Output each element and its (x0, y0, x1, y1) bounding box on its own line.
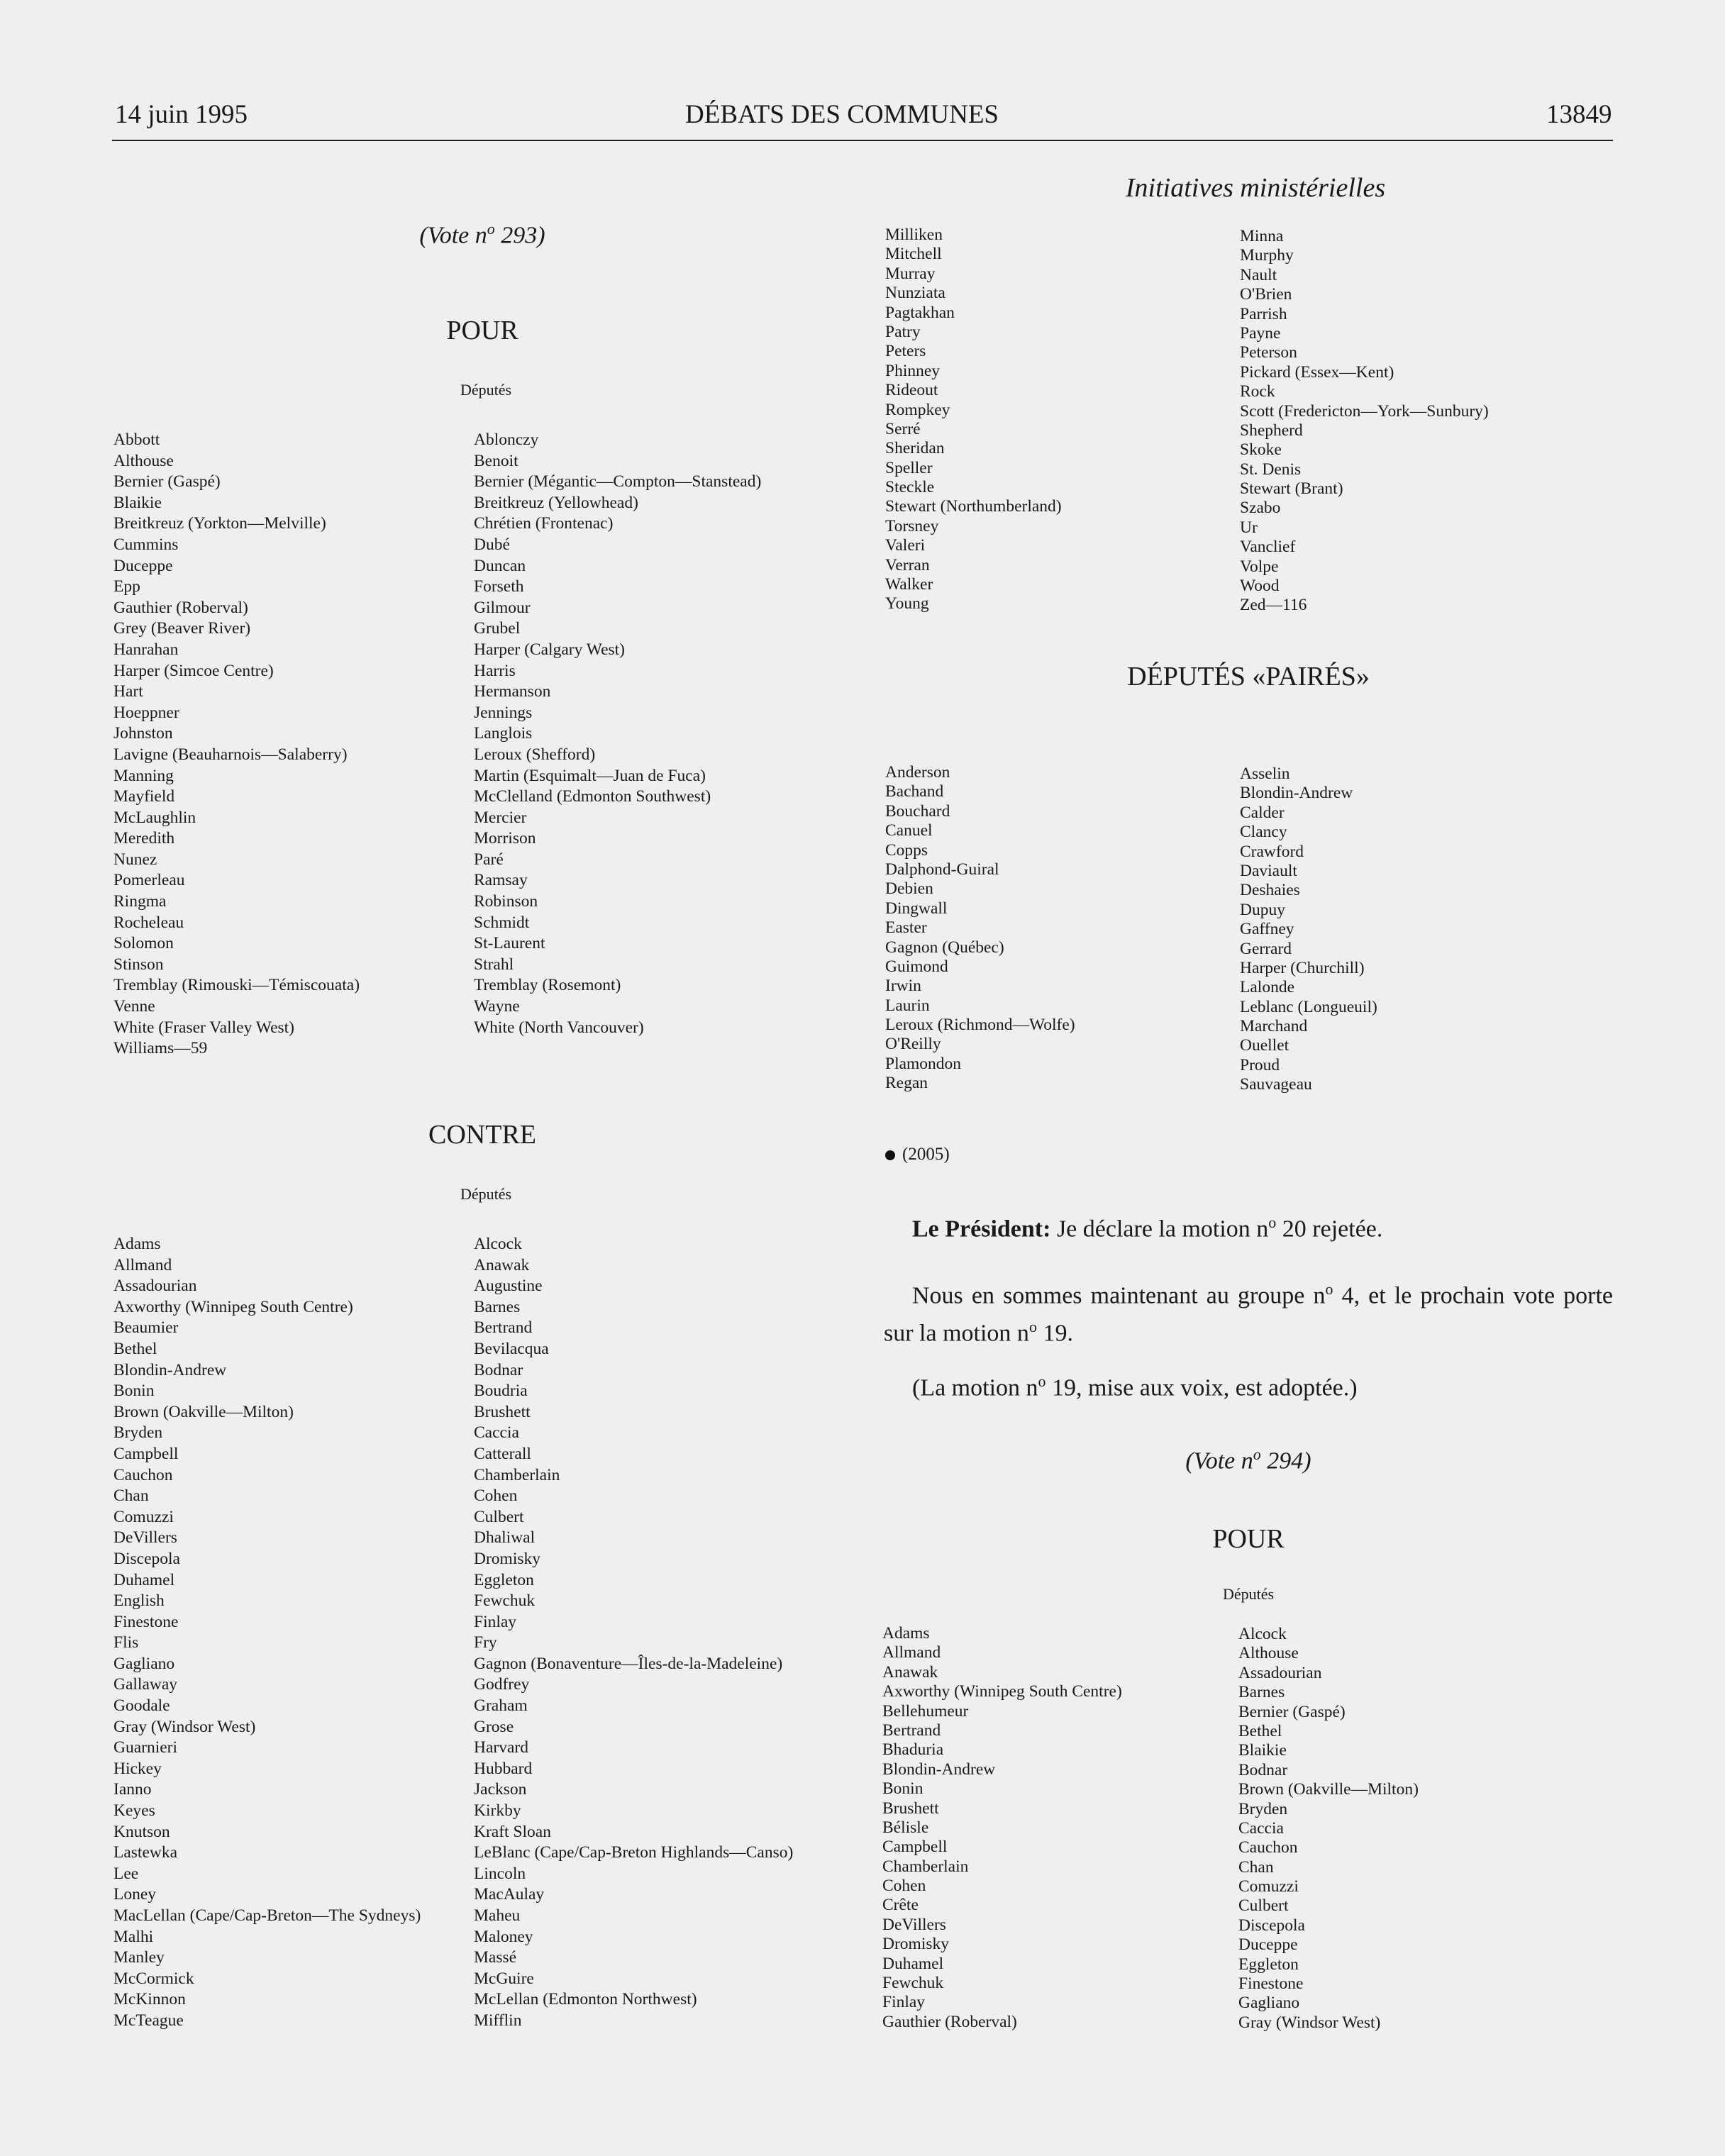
member-name: Malhi (113, 1927, 154, 1946)
member-name: Easter (885, 918, 927, 938)
member-name: Stinson (113, 955, 164, 974)
member-name: Breitkreuz (Yellowhead) (474, 493, 638, 512)
member-name: Keyes (113, 1801, 155, 1821)
member-name: Bhaduria (882, 1740, 944, 1760)
member-name: Culbert (1238, 1896, 1289, 1916)
pour-294-col2 (1238, 1625, 1419, 2033)
member-name: Gauthier (Roberval) (113, 598, 248, 617)
member-name: Augustine (474, 1277, 543, 1296)
member-name: Blaikie (1238, 1741, 1287, 1760)
member-name: DeVillers (882, 1915, 946, 1934)
member-name: Duceppe (1238, 1935, 1298, 1955)
member-name: Calder (1240, 803, 1285, 822)
member-name: MacAulay (474, 1885, 545, 1904)
member-name: Williams—59 (113, 1039, 208, 1058)
member-name: Brown (Oakville—Milton) (113, 1402, 294, 1421)
member-name: Valeri (885, 536, 926, 555)
member-name: Ringma (113, 892, 167, 911)
member-name: Dromisky (474, 1549, 540, 1568)
member-name: Bertrand (882, 1721, 941, 1740)
member-name: Eggleton (474, 1570, 534, 1589)
member-name: Lavigne (Beauharnois—Salaberry) (113, 745, 348, 764)
member-name: McLellan (Edmonton Northwest) (474, 1990, 697, 2009)
member-name: Godfrey (474, 1675, 530, 1694)
member-name: Mifflin (474, 2011, 522, 2030)
member-name: Duhamel (882, 1954, 944, 1973)
member-name: Gerrard (1240, 939, 1292, 958)
bullet-icon (885, 1150, 895, 1160)
member-name: Discepola (1238, 1916, 1305, 1935)
member-name: Grubel (474, 619, 521, 638)
member-name: Bernier (Gaspé) (1238, 1702, 1346, 1721)
header-rule (112, 140, 1613, 141)
member-name: Blondin-Andrew (113, 1360, 227, 1379)
member-name: Finlay (474, 1612, 517, 1631)
member-name: Harvard (474, 1738, 528, 1757)
member-name: Chan (1238, 1857, 1274, 1877)
member-name: Hermanson (474, 682, 551, 701)
member-name: Patry (885, 322, 921, 341)
member-name: Eggleton (1238, 1955, 1299, 1974)
member-name: Bodnar (474, 1360, 523, 1379)
contre-col2 (474, 1234, 793, 2032)
member-name: Brown (Oakville—Milton) (1238, 1780, 1419, 1799)
member-name: Dalphond-Guiral (885, 860, 999, 879)
member-name: Comuzzi (1238, 1877, 1299, 1896)
member-name: Leroux (Shefford) (474, 745, 596, 764)
member-name: Verran (885, 555, 930, 574)
member-name: Finlay (882, 1993, 926, 2012)
member-name: Duhamel (113, 1570, 175, 1589)
pour-subheading-293: Députés (460, 381, 512, 399)
member-name: Bethel (113, 1339, 157, 1358)
member-name: St. Denis (1240, 460, 1302, 479)
member-name: Debien (885, 879, 933, 899)
member-name: Manley (113, 1948, 165, 1967)
member-name: Peterson (1240, 343, 1297, 362)
member-name: Gagliano (1238, 1994, 1300, 2013)
member-name: Chamberlain (882, 1857, 969, 1876)
member-name: Bryden (113, 1423, 163, 1443)
member-name: Anderson (885, 763, 950, 782)
member-name: Duceppe (113, 556, 173, 575)
member-name: Shepherd (1240, 421, 1303, 440)
member-name: Dupuy (1240, 900, 1285, 919)
member-name: Ianno (113, 1780, 152, 1799)
member-name: Gilmour (474, 598, 531, 617)
member-name: Gagliano (113, 1654, 175, 1673)
member-name: Alcock (1238, 1625, 1287, 1643)
member-name: Alcock (474, 1235, 522, 1253)
member-name: Graham (474, 1696, 528, 1716)
member-name: Kraft Sloan (474, 1822, 551, 1841)
member-name: Beaumier (113, 1318, 179, 1338)
member-name: Gagnon (Québec) (885, 938, 1004, 957)
member-name: Cauchon (113, 1465, 173, 1484)
member-name: LeBlanc (Cape/Cap-Breton Highlands—Canso) (474, 1843, 794, 1862)
member-name: Harper (Churchill) (1240, 958, 1365, 977)
running-section-title: Initiatives ministérielles (1125, 173, 1386, 203)
contre-heading: CONTRE (428, 1120, 536, 1150)
member-name: Proud (1240, 1055, 1280, 1074)
member-name: Brushett (882, 1799, 939, 1818)
pour-294-col1 (882, 1624, 1122, 2032)
member-name: Cohen (882, 1877, 926, 1896)
member-name: Catterall (474, 1444, 531, 1463)
member-name: Hickey (113, 1759, 162, 1778)
contre-col1 (113, 1234, 421, 2032)
member-name: Wood (1240, 577, 1280, 596)
member-name: Gagnon (Bonaventure—Îles-de-la-Madeleine) (474, 1654, 783, 1673)
member-name: Chrétien (Frontenac) (474, 514, 614, 533)
member-name: Irwin (885, 977, 921, 996)
member-name: Steckle (885, 478, 935, 497)
member-name: Lee (113, 1864, 139, 1883)
member-name: Stewart (Brant) (1240, 479, 1343, 499)
member-name: Minna (1240, 227, 1284, 245)
member-name: Discepola (113, 1549, 180, 1568)
member-name: Harris (474, 661, 516, 680)
member-name: Gaffney (1240, 920, 1294, 939)
member-name: Ouellet (1240, 1036, 1289, 1055)
member-name: Massé (474, 1948, 517, 1967)
member-name: Fry (474, 1633, 497, 1652)
member-name: Blondin-Andrew (1240, 784, 1353, 803)
member-name: Meredith (113, 829, 175, 848)
member-name: Dhaliwal (474, 1528, 536, 1547)
member-name: McTeague (113, 2011, 184, 2030)
member-name: McCormick (113, 1969, 194, 1988)
member-name: Blaikie (113, 493, 162, 512)
member-name: Sauvageau (1240, 1075, 1312, 1094)
member-name: Peters (885, 342, 926, 361)
member-name: Scott (Fredericton—York—Sunbury) (1240, 401, 1489, 421)
header-date: 14 juin 1995 (115, 100, 248, 129)
member-name: Murray (885, 264, 936, 283)
member-name: Jackson (474, 1780, 527, 1799)
member-name: Bertrand (474, 1318, 533, 1338)
member-name: Vanclief (1240, 538, 1296, 557)
member-name: Boudria (474, 1382, 528, 1401)
member-name: Culbert (474, 1507, 524, 1526)
member-name: Finestone (113, 1612, 179, 1631)
member-name: Rompkey (885, 400, 950, 419)
member-name: Bevilacqua (474, 1339, 549, 1358)
member-name: Goodale (113, 1696, 170, 1716)
member-name: Ur (1240, 518, 1258, 537)
member-name: Loney (113, 1885, 157, 1904)
member-name: Dingwall (885, 899, 948, 918)
contre-col4 (1240, 227, 1489, 616)
member-name: Wayne (474, 997, 520, 1016)
paires-col1 (885, 763, 1075, 1094)
member-name: DeVillers (113, 1528, 177, 1547)
pour-heading-293: POUR (446, 316, 518, 345)
member-name: Plamondon (885, 1054, 962, 1073)
header-page-number: 13849 (1546, 100, 1612, 129)
member-name: Maheu (474, 1906, 521, 1925)
member-name: Abbott (113, 430, 160, 449)
member-name: Milliken (885, 226, 943, 244)
member-name: Manning (113, 766, 174, 785)
member-name: Morrison (474, 829, 536, 848)
member-name: Rideout (885, 381, 938, 400)
member-name: Gallaway (113, 1675, 178, 1694)
member-name: Knutson (113, 1822, 170, 1841)
group-announcement: Nous en sommes maintenant au groupe $n^o$ 4, et le prochain vote porte sur la motion $n^o$ 19. (884, 1280, 1613, 1347)
member-name: Axworthy (Winnipeg South Centre) (882, 1682, 1122, 1701)
member-name: Guimond (885, 957, 948, 976)
pour-293-col1 (113, 430, 360, 1060)
member-name: Dubé (474, 535, 510, 554)
vote-294-label: (Vote $n^o$ 294) (1185, 1445, 1311, 1474)
member-name: Cohen (474, 1487, 518, 1506)
member-name: Asselin (1240, 765, 1290, 783)
member-name: Comuzzi (113, 1507, 174, 1526)
member-name: Pomerleau (113, 871, 185, 890)
member-name: Gauthier (Roberval) (882, 2012, 1017, 2031)
member-name: Caccia (1238, 1818, 1284, 1838)
timestamp: (2005) (885, 1145, 950, 1165)
member-name: McKinnon (113, 1990, 186, 2009)
member-name: Breitkreuz (Yorkton—Melville) (113, 514, 326, 533)
member-name: Althouse (1238, 1644, 1299, 1663)
member-name: Bernier (Mégantic—Compton—Stanstead) (474, 472, 762, 491)
member-name: Adams (882, 1624, 930, 1643)
member-name: Allmand (113, 1255, 172, 1274)
member-name: Martin (Esquimalt—Juan de Fuca) (474, 766, 706, 785)
member-name: Murphy (1240, 246, 1294, 265)
member-name: Crête (882, 1896, 919, 1915)
member-name: Harper (Calgary West) (474, 640, 626, 659)
vote-293-label: (Vote $n^o$ 293) (419, 220, 545, 249)
member-name: Nault (1240, 265, 1277, 284)
member-name: Bélisle (882, 1818, 929, 1837)
member-name: Speller (885, 458, 933, 477)
member-name: Laurin (885, 996, 930, 1015)
member-name: Assadourian (113, 1277, 197, 1296)
contre-subheading: Députés (460, 1185, 512, 1203)
member-name: Daviault (1240, 861, 1297, 880)
president-statement: Le Président: Je déclare la motion $n^o$ 20 rejetée. (912, 1213, 1383, 1243)
member-name: Tremblay (Rimouski—Témiscouata) (113, 976, 360, 995)
member-name: Jennings (474, 703, 533, 722)
member-name: Flis (113, 1633, 139, 1652)
member-name: Hart (113, 682, 143, 701)
member-name: Mercier (474, 808, 527, 827)
member-name: Bethel (1238, 1721, 1282, 1740)
member-name: Marchand (1240, 1017, 1308, 1036)
member-name: Hanrahan (113, 640, 179, 659)
member-name: Grey (Beaver River) (113, 619, 251, 638)
member-name: Lincoln (474, 1864, 526, 1883)
member-name: Campbell (882, 1838, 948, 1857)
member-name: Walker (885, 575, 933, 594)
member-name: Bouchard (885, 801, 950, 821)
member-name: Nunez (113, 850, 157, 869)
member-name: Adams (113, 1235, 161, 1253)
member-name: O'Brien (1240, 285, 1292, 304)
member-name: Leblanc (Longueuil) (1240, 997, 1377, 1016)
pour-293-col2 (474, 430, 761, 1038)
member-name: Chamberlain (474, 1465, 560, 1484)
member-name: Anawak (882, 1662, 938, 1682)
member-name: MacLellan (Cape/Cap-Breton—The Sydneys) (113, 1906, 421, 1925)
member-name: Kirkby (474, 1801, 521, 1821)
member-name: Volpe (1240, 557, 1279, 576)
member-name: Harper (Simcoe Centre) (113, 661, 274, 680)
member-name: Campbell (113, 1444, 179, 1463)
member-name: Zed—116 (1240, 596, 1307, 615)
member-name: Bachand (885, 782, 944, 801)
pour-heading-294: POUR (1212, 1524, 1285, 1554)
member-name: Rocheleau (113, 913, 184, 932)
member-name: Allmand (882, 1643, 941, 1662)
member-name: Blondin-Andrew (882, 1760, 996, 1779)
member-name: McGuire (474, 1969, 534, 1988)
member-name: Gray (Windsor West) (1238, 2013, 1381, 2032)
member-name: Barnes (1238, 1683, 1285, 1702)
member-name: Szabo (1240, 499, 1281, 518)
member-name: Pagtakhan (885, 303, 955, 322)
member-name: Anawak (474, 1255, 530, 1274)
member-name: Mitchell (885, 245, 942, 264)
member-name: Mayfield (113, 787, 175, 806)
member-name: McLaughlin (113, 808, 196, 827)
contre-col3 (885, 226, 1062, 614)
member-name: Regan (885, 1074, 928, 1093)
member-name: Cummins (113, 535, 179, 554)
member-name: St-Laurent (474, 934, 545, 953)
member-name: Bryden (1238, 1799, 1288, 1818)
member-name: Gray (Windsor West) (113, 1717, 256, 1736)
member-name: Nunziata (885, 284, 945, 303)
member-name: Venne (113, 997, 155, 1016)
member-name: Serré (885, 419, 921, 438)
motion-adopted: (La motion $n^o$ 19, mise aux voix, est adoptée.) (912, 1372, 1358, 1401)
member-name: Young (885, 594, 929, 613)
member-name: Crawford (1240, 842, 1304, 861)
member-name: McClelland (Edmonton Southwest) (474, 787, 711, 806)
paires-col2 (1240, 765, 1377, 1095)
member-name: Clancy (1240, 823, 1287, 842)
member-name: Strahl (474, 955, 514, 974)
member-name: Epp (113, 577, 140, 596)
member-name: Langlois (474, 724, 533, 743)
member-name: White (Fraser Valley West) (113, 1018, 295, 1037)
member-name: Robinson (474, 892, 538, 911)
member-name: Tremblay (Rosemont) (474, 976, 621, 995)
member-name: Ablonczy (474, 430, 539, 449)
member-name: Torsney (885, 516, 939, 535)
member-name: Copps (885, 840, 928, 860)
member-name: Schmidt (474, 913, 530, 932)
member-name: Pickard (Essex—Kent) (1240, 362, 1394, 382)
member-name: English (113, 1591, 165, 1611)
member-name: Rock (1240, 382, 1275, 401)
member-name: Bonin (882, 1779, 923, 1799)
member-name: Hoeppner (113, 703, 179, 722)
header-title: DÉBATS DES COMMUNES (685, 100, 999, 129)
member-name: Payne (1240, 323, 1281, 343)
member-name: Solomon (113, 934, 174, 953)
member-name: Assadourian (1238, 1663, 1322, 1682)
member-name: Cauchon (1238, 1838, 1298, 1857)
member-name: Forseth (474, 577, 524, 596)
member-name: Leroux (Richmond—Wolfe) (885, 1016, 1075, 1035)
member-name: Fewchuk (882, 1974, 944, 1993)
member-name: Lastewka (113, 1843, 178, 1862)
member-name: Sheridan (885, 439, 945, 458)
member-name: Althouse (113, 451, 174, 470)
member-name: White (North Vancouver) (474, 1018, 644, 1037)
member-name: Parrish (1240, 304, 1287, 323)
member-name: Bellehumeur (882, 1701, 969, 1721)
member-name: Bernier (Gaspé) (113, 472, 221, 491)
member-name: Finestone (1238, 1974, 1304, 1994)
member-name: Paré (474, 850, 504, 869)
member-name: Bonin (113, 1382, 155, 1401)
member-name: Benoit (474, 451, 518, 470)
member-name: Phinney (885, 361, 941, 380)
member-name: Chan (113, 1487, 149, 1506)
member-name: Fewchuk (474, 1591, 536, 1611)
member-name: Johnston (113, 724, 173, 743)
member-name: Ramsay (474, 871, 528, 890)
member-name: Barnes (474, 1297, 521, 1316)
member-name: Bodnar (1238, 1760, 1288, 1779)
member-name: Deshaies (1240, 881, 1300, 900)
paires-heading: DÉPUTÉS «PAIRÉS» (1127, 662, 1370, 691)
member-name: Brushett (474, 1402, 531, 1421)
member-name: Guarnieri (113, 1738, 178, 1757)
member-name: Stewart (Northumberland) (885, 497, 1062, 516)
member-name: Canuel (885, 821, 933, 840)
member-name: Axworthy (Winnipeg South Centre) (113, 1297, 353, 1316)
member-name: Duncan (474, 556, 526, 575)
member-name: Dromisky (882, 1935, 949, 1954)
pour-subheading-294: Députés (1222, 1585, 1275, 1603)
member-name: Skoke (1240, 440, 1282, 460)
member-name: Hubbard (474, 1759, 533, 1778)
member-name: Caccia (474, 1423, 519, 1443)
member-name: Grose (474, 1717, 514, 1736)
member-name: Maloney (474, 1927, 533, 1946)
member-name: O'Reilly (885, 1035, 941, 1054)
member-name: Lalonde (1240, 978, 1294, 997)
